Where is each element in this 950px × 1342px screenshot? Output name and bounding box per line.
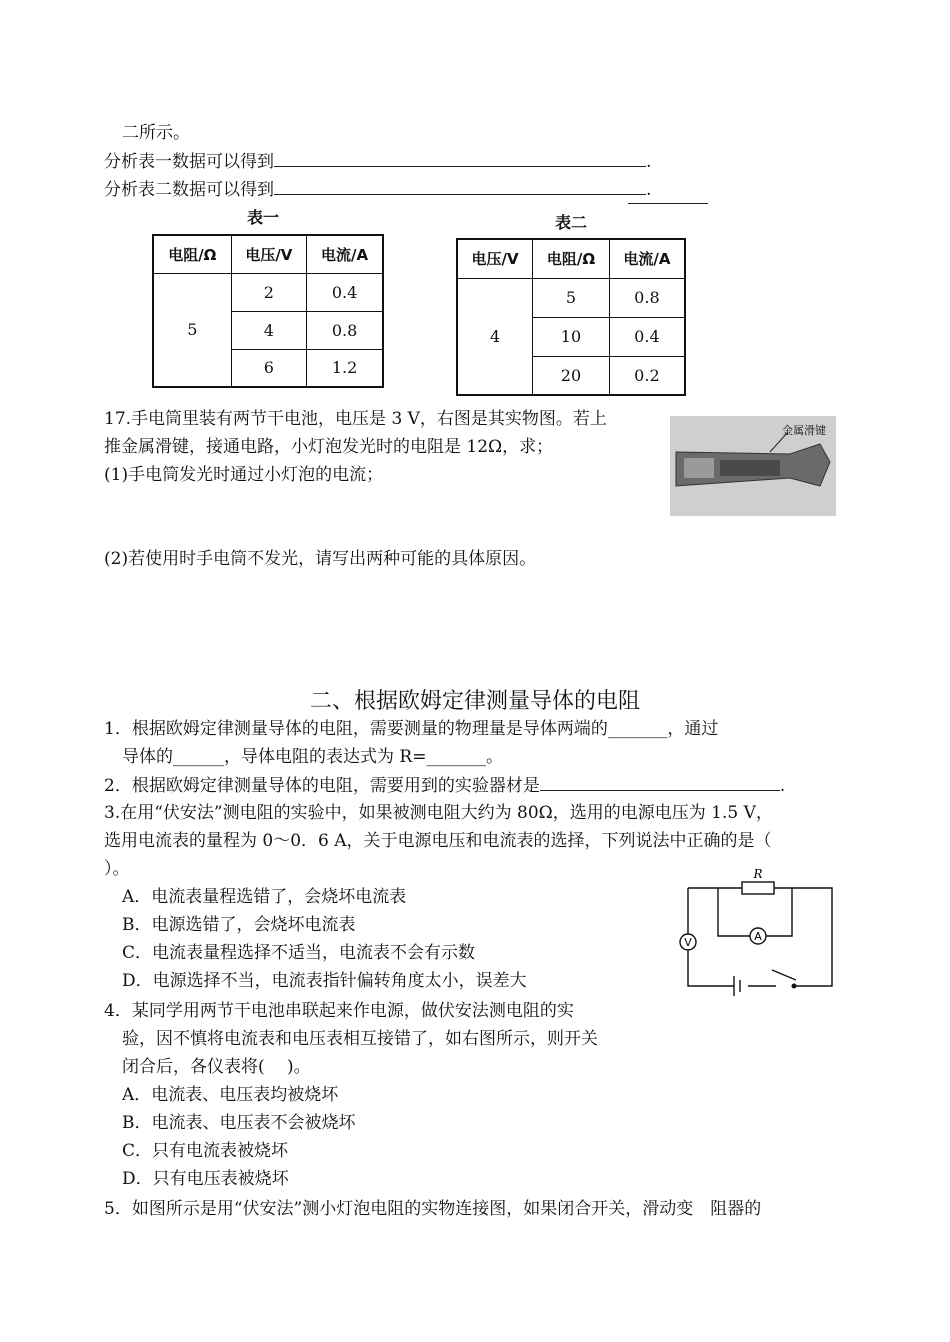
q17-line-4: (2)若使用时手电筒不发光，请写出两种可能的具体原因。: [104, 549, 537, 569]
q3-line-3: ）。: [104, 859, 130, 879]
q17-line-3: (1)手电筒发光时通过小灯泡的电流；: [104, 465, 384, 485]
intro-line-2: [104, 150, 651, 173]
table2-cell: 0.8: [609, 278, 685, 317]
q3-option-b: B．电源选错了，会烧坏电流表: [122, 915, 356, 935]
period: .: [646, 152, 652, 172]
section-title: 二、根据欧姆定律测量导体的电阻: [309, 689, 640, 714]
table2-cell: 5: [533, 278, 610, 317]
q4-option-a: A．电流表、电压表均被烧坏: [122, 1085, 339, 1105]
q17-line-1: 17.手电筒里装有两节干电池，电压是 3 V，右图是其实物图。若上: [104, 409, 607, 429]
q3-line-1: 3.在用“伏安法”测电阻的实验中，如果被测电阻大约为 80Ω，选用的电源电压为 1.5 V，: [104, 803, 773, 823]
q4-option-d: D．只有电压表被烧坏: [122, 1169, 289, 1189]
q4-line-3: 闭合后，各仪表将( )。: [122, 1057, 311, 1077]
table2-header: 电流/A: [609, 239, 685, 278]
resistor-label: R: [753, 867, 763, 881]
table1-header: 电压/V: [231, 235, 307, 273]
q1-line-2: 导体的______，导体电阻的表达式为 R=_______。: [122, 747, 503, 767]
photo-label: 金属滑键: [782, 424, 826, 437]
answer-blank[interactable]: [274, 150, 646, 167]
q5-line: 5．如图所示是用“伏安法”测小灯泡电阻的实物连接图，如果闭合开关，滑动变 阻器的: [104, 1199, 762, 1219]
q3-option-a: A．电流表量程选错了，会烧坏电流表: [122, 887, 407, 907]
flashlight-photo: [670, 416, 836, 516]
intro-line-1: 二所示。: [122, 123, 190, 143]
table1-cell: 2: [231, 273, 307, 311]
table2-cell: 10: [533, 317, 610, 356]
q3-option-c: C．电流表量程选择不适当，电流表不会有示数: [122, 943, 476, 963]
table2-cell: 0.4: [609, 317, 685, 356]
q4-option-b: B．电流表、电压表不会被烧坏: [122, 1113, 356, 1133]
q2-line: [104, 774, 785, 797]
q2-text: 2．根据欧姆定律测量导体的电阻，需要用到的实验器材是: [104, 776, 540, 796]
q1-line-1: 1．根据欧姆定律测量导体的电阻，需要测量的物理量是导体两端的_______，通过: [104, 719, 719, 739]
table1-cell: 0.4: [307, 273, 383, 311]
table1-header: 电阻/Ω: [153, 235, 231, 273]
circuit-diagram: [672, 864, 848, 1000]
q4-line-1: 4．某同学用两节干电池串联起来作电源，做伏安法测电阻的实: [104, 1001, 574, 1021]
q4-option-c: C．只有电流表被烧坏: [122, 1141, 289, 1161]
intro-line-3: [104, 178, 651, 201]
answer-blank[interactable]: [540, 774, 780, 791]
table1-cell: 4: [231, 311, 307, 349]
stray-rule: [628, 203, 708, 204]
q3-line-2: 选用电流表的量程为 0～0．6 A，关于电源电压和电流表的选择，下列说法中正确的是（: [104, 831, 772, 851]
table2-caption: 表二: [555, 213, 588, 232]
table1-merged-cell: 5: [153, 273, 231, 387]
answer-blank[interactable]: [274, 178, 646, 195]
table2-merged-cell: 4: [457, 278, 533, 395]
table1-caption: 表一: [247, 208, 280, 227]
table2: [456, 238, 686, 396]
q17-line-2: 推金属滑键，接通电路，小灯泡发光时的电阻是 12Ω，求；: [104, 437, 554, 457]
table2-cell: 20: [533, 356, 610, 395]
table1-header: 电流/A: [307, 235, 383, 273]
intro-line-3-text: 分析表二数据可以得到: [104, 180, 274, 200]
table2-cell: 0.2: [609, 356, 685, 395]
period: .: [646, 180, 652, 200]
intro-line-2-text: 分析表一数据可以得到: [104, 152, 274, 172]
period: .: [779, 776, 786, 796]
voltmeter-label: V: [684, 936, 692, 949]
table1-cell: 1.2: [307, 349, 383, 387]
q3-option-d: D．电源选择不当，电流表指针偏转角度太小，误差大: [122, 971, 527, 991]
table2-header: 电阻/Ω: [533, 239, 610, 278]
ammeter-label: A: [754, 930, 762, 943]
table1: [152, 234, 384, 388]
table1-cell: 6: [231, 349, 307, 387]
table2-header: 电压/V: [457, 239, 533, 278]
q4-line-2: 验，因不慎将电流表和电压表相互接错了，如右图所示，则开关: [122, 1029, 598, 1049]
table1-cell: 0.8: [307, 311, 383, 349]
